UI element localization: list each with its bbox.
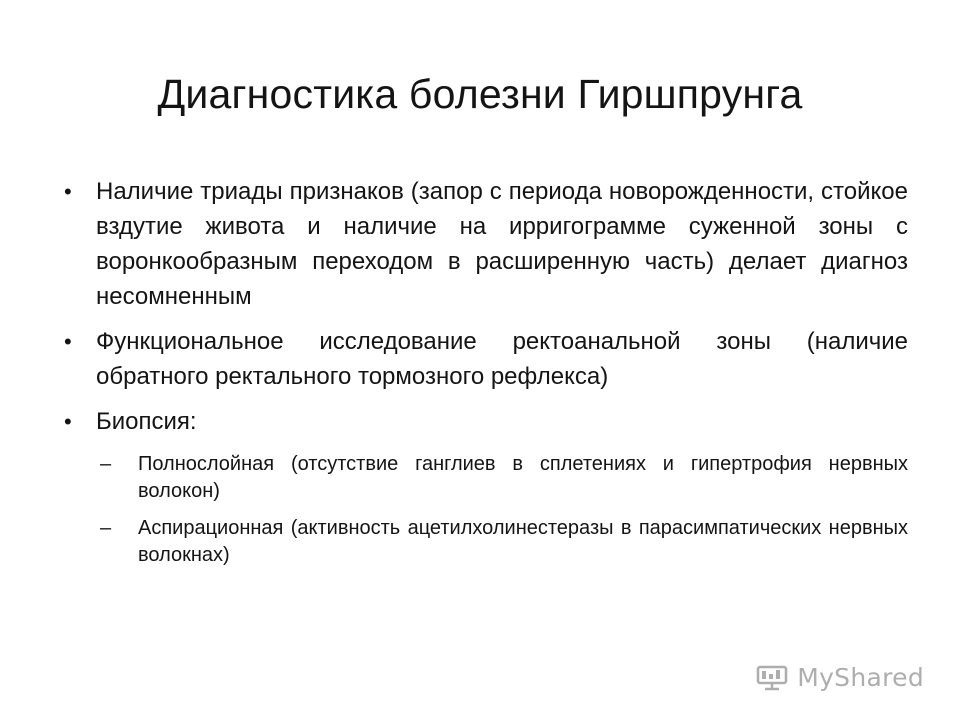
bullet-marker: •: [64, 179, 72, 204]
slide-title: Диагностика болезни Гиршпрунга: [157, 71, 803, 117]
subbullet-item-full-thickness: [58, 451, 908, 505]
subbullet-marker: –: [100, 517, 112, 539]
bullet-item-biopsy: [58, 404, 908, 439]
bullet-item-triad: [58, 174, 908, 314]
subbullet-text: Полнослойная (отсутствие ганглиев в сплетениях и гипертрофия нервных волокон): [138, 453, 908, 502]
bullet-marker: •: [64, 329, 72, 354]
subbullet-text: Аспирационная (активность ацетилхолинестеразы в парасимпатических нервных волокнах): [138, 517, 908, 566]
bullet-list: [58, 174, 908, 579]
bullet-marker: •: [64, 409, 72, 434]
bullet-text: Функциональное исследование ректоанальной зоны (наличие обратного ректального тормозного рефлекса): [96, 328, 908, 390]
presentation-board-icon: [755, 664, 789, 692]
watermark: [755, 664, 924, 692]
bullet-text: Наличие триады признаков (запор с периода новорожденности, стойкое вздутие живота и наличие на ирригограмме суженной зоны с воронкообразным переходом в расширенную часть) делает диагноз несомненным: [96, 178, 908, 310]
bullet-item-functional-study: [58, 324, 908, 394]
watermark-text: MyShared: [797, 663, 924, 692]
subbullet-marker: –: [100, 453, 112, 475]
subbullet-item-aspiration: [58, 515, 908, 569]
bullet-text: Биопсия:: [96, 408, 197, 435]
